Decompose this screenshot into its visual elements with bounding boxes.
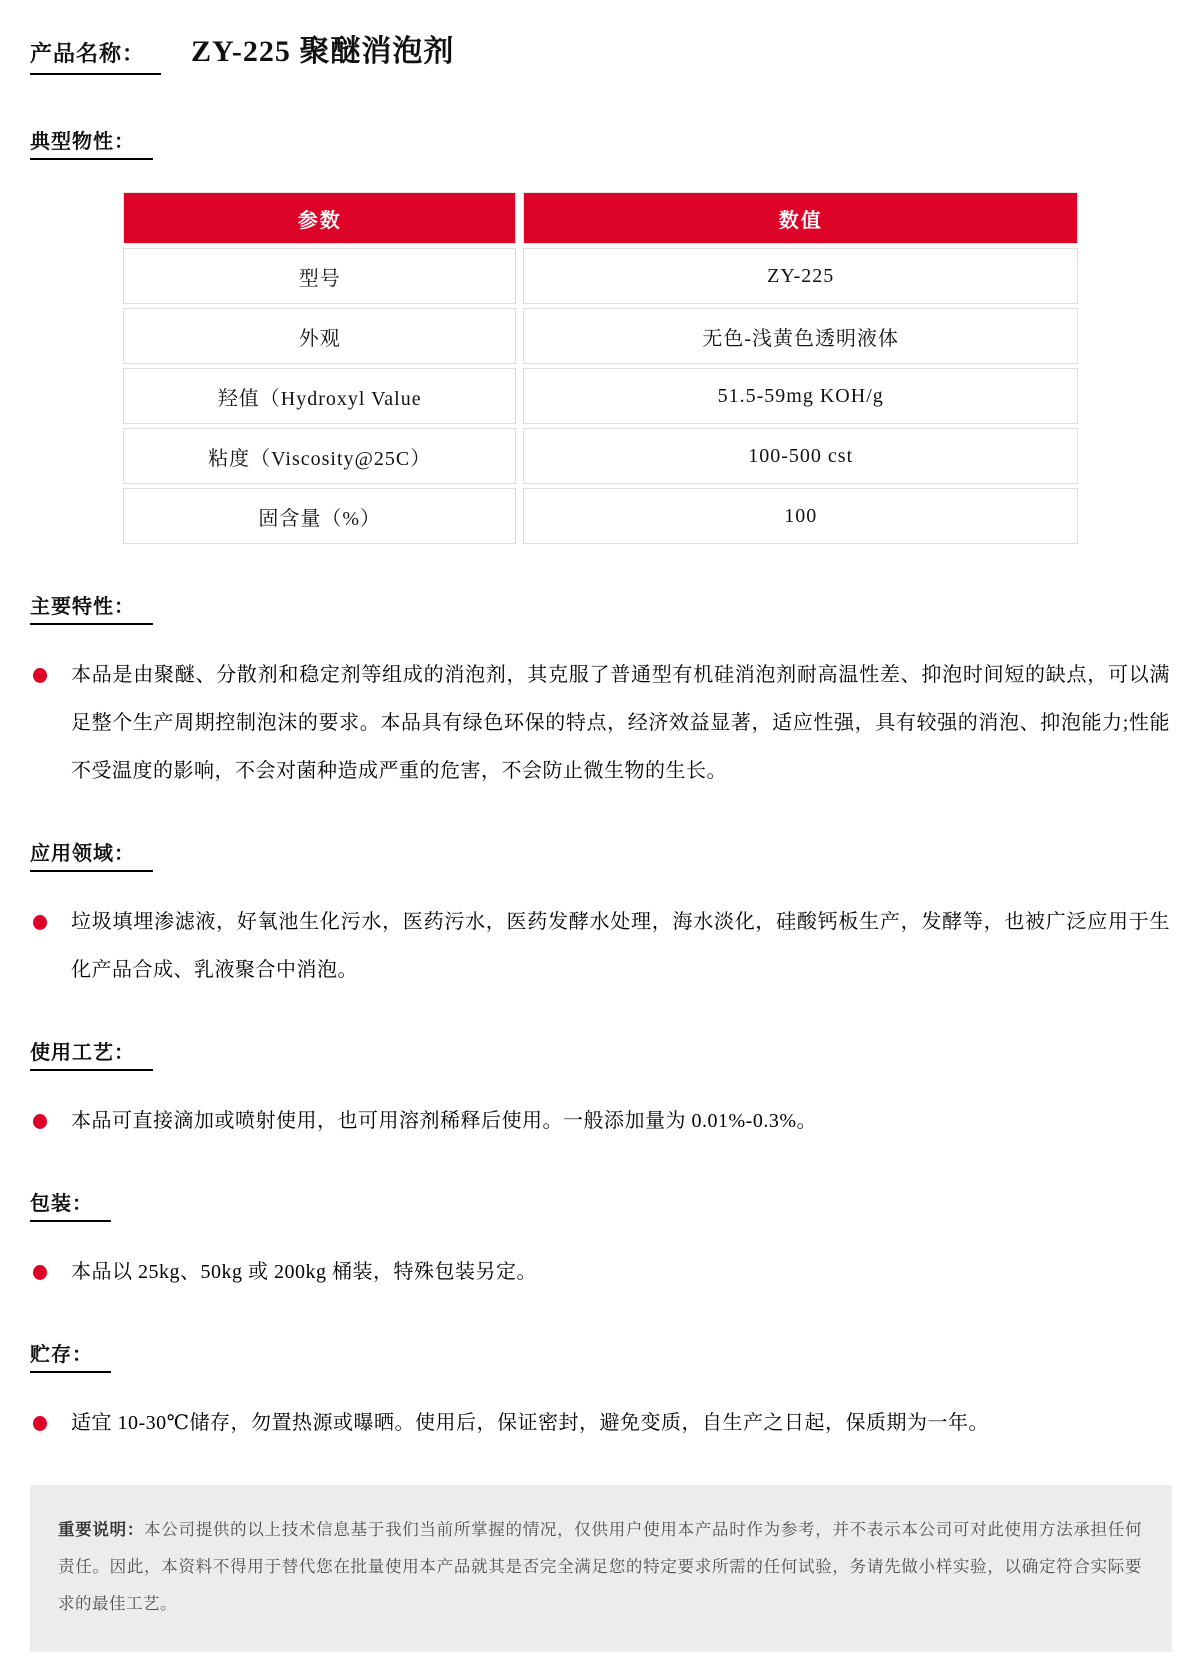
product-title-row: [30, 26, 1170, 75]
table-cell-value: 100-500 cst: [523, 428, 1078, 484]
typical-properties-heading: 典型物性：: [30, 125, 153, 160]
properties-table: [116, 188, 1085, 548]
list-item: [30, 1248, 1170, 1296]
important-note-paragraph: [58, 1511, 1142, 1622]
table-cell-parameter: 外观: [123, 308, 516, 364]
important-note-text: 本公司提供的以上技术信息基于我们当前所掌握的情况，仅供用户使用本产品时作为参考，并不表示本公司可对此使用方法承担任何责任。因此，本资料不得用于替代您在批量使用本产品就其是否完全满足您的特定要求所需的任何试验，务请先做小样实验，以确定符合实际要求的最佳工艺。: [58, 1520, 1143, 1614]
bullet-icon: [33, 1416, 47, 1431]
packaging-heading: 包装：: [30, 1187, 111, 1222]
table-cell-value: 无色-浅黄色透明液体: [523, 308, 1078, 364]
table-header-value: 数值: [523, 192, 1078, 244]
typical-properties-section: [30, 125, 1170, 160]
table-row-viscosity: [123, 428, 1078, 484]
section-usage-process: [30, 1036, 1170, 1145]
important-note-box: [30, 1485, 1172, 1652]
storage-text: 适宜 10-30℃储存，勿置热源或曝晒。使用后，保证密封，避免变质，自生产之日起，保质期为一年。: [71, 1412, 990, 1434]
important-note-label: 重要说明：: [58, 1520, 145, 1539]
section-application-areas: [30, 837, 1170, 994]
table-header-row: [123, 192, 1078, 244]
table-cell-value: ZY-225: [523, 248, 1078, 304]
product-name-value: ZY-225 聚醚消泡剂: [191, 35, 455, 68]
list-item: [30, 651, 1170, 795]
main-features-heading: 主要特性：: [30, 590, 153, 625]
application-areas-heading: 应用领域：: [30, 837, 153, 872]
table-cell-parameter: 型号: [123, 248, 516, 304]
section-storage: [30, 1338, 1170, 1447]
table-row-appearance: [123, 308, 1078, 364]
list-item: [30, 898, 1170, 994]
product-name-label: 产品名称：: [30, 37, 161, 75]
bullet-icon: [33, 915, 47, 930]
list-item: [30, 1399, 1170, 1447]
table-cell-value: 100: [523, 488, 1078, 544]
bullet-icon: [33, 668, 47, 683]
packaging-text: 本品以 25kg、50kg 或 200kg 桶装，特殊包装另定。: [71, 1261, 537, 1283]
table-row-solid-content: [123, 488, 1078, 544]
table-row-model: [123, 248, 1078, 304]
table-cell-value: 51.5-59mg KOH/g: [523, 368, 1078, 424]
table-header-parameter: 参数: [123, 192, 516, 244]
usage-process-text: 本品可直接滴加或喷射使用，也可用溶剂稀释后使用。一般添加量为 0.01%-0.3%。: [71, 1110, 817, 1132]
table-row-hydroxyl-value: [123, 368, 1078, 424]
section-main-features: [30, 590, 1170, 795]
table-cell-parameter: 固含量（%）: [123, 488, 516, 544]
table-cell-parameter: 羟值（Hydroxyl Value: [123, 368, 516, 424]
section-packaging: [30, 1187, 1170, 1296]
bullet-icon: [33, 1114, 47, 1129]
application-areas-text: 垃圾填埋渗滤液，好氧池生化污水，医药污水，医药发酵水处理，海水淡化，硅酸钙板生产，发酵等，也被广泛应用于生化产品合成、乳液聚合中消泡。: [71, 911, 1170, 981]
usage-process-heading: 使用工艺：: [30, 1036, 153, 1071]
bullet-icon: [33, 1265, 47, 1280]
main-features-text: 本品是由聚醚、分散剂和稳定剂等组成的消泡剂，其克服了普通型有机硅消泡剂耐高温性差、抑泡时间短的缺点，可以满足整个生产周期控制泡沫的要求。本品具有绿色环保的特点，经济效益显著，适应性强，具有较强的消泡、抑泡能力;性能不受温度的影响，不会对菌种造成严重的危害，不会防止微生物的生长。: [71, 664, 1170, 782]
table-cell-parameter: 粘度（Viscosity@25C）: [123, 428, 516, 484]
storage-heading: 贮存：: [30, 1338, 111, 1373]
list-item: [30, 1097, 1170, 1145]
